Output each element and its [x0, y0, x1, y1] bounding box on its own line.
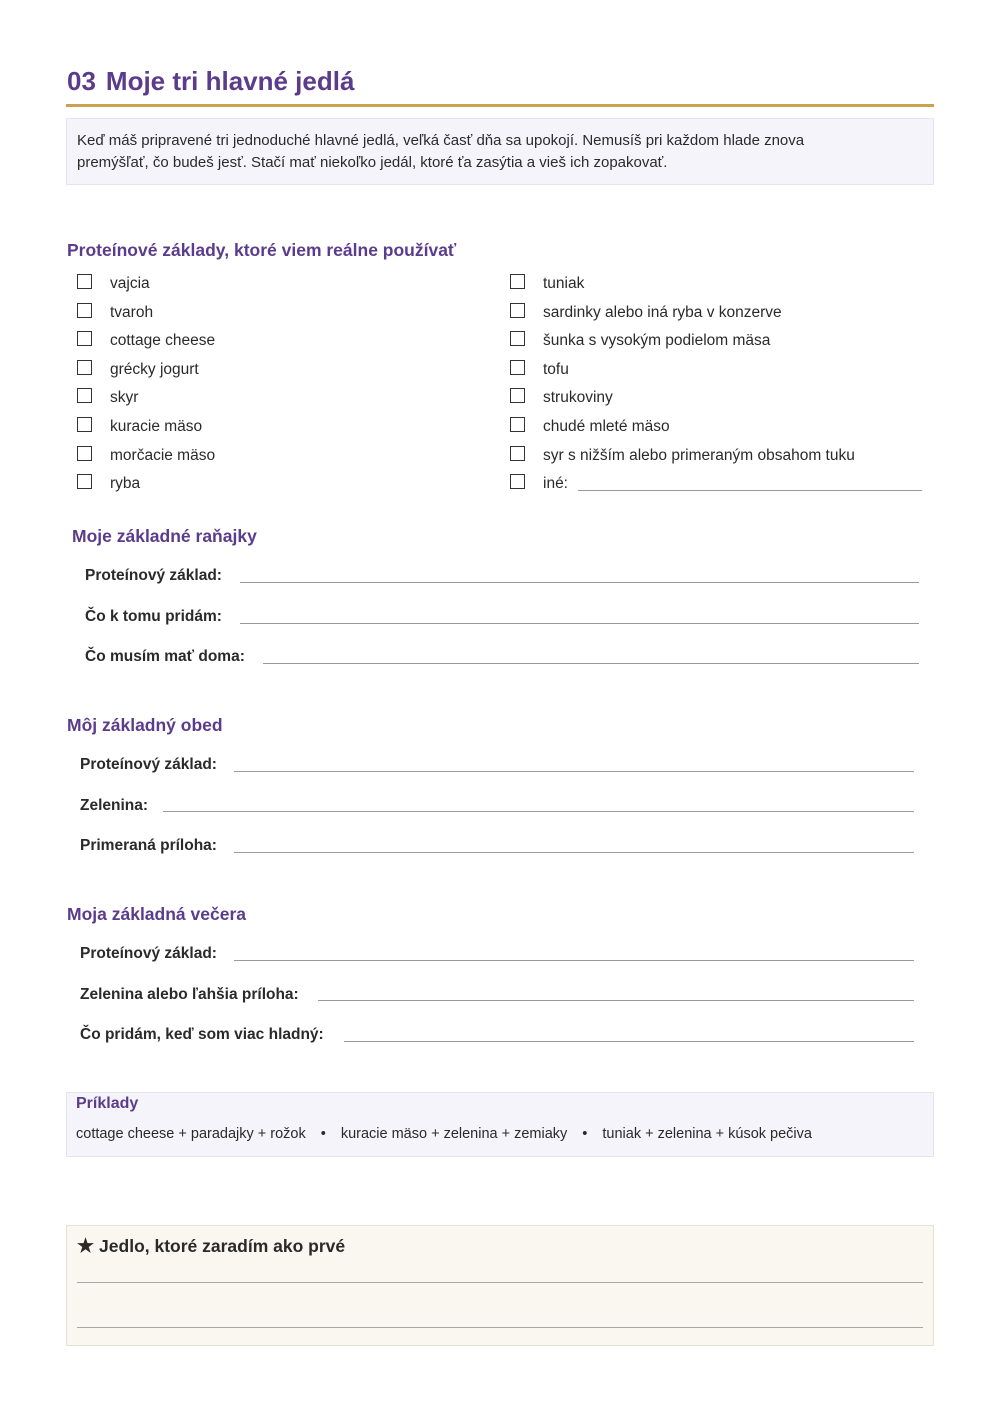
- section-title-text: Moje tri hlavné jedlá: [105, 66, 355, 96]
- checkbox[interactable]: [510, 303, 525, 318]
- checkbox[interactable]: [77, 360, 92, 375]
- examples-box: [66, 1092, 934, 1157]
- breakfast-protein-line[interactable]: [240, 582, 919, 583]
- protein-option-label: tuniak: [543, 275, 585, 292]
- lunch-side-line[interactable]: [234, 852, 914, 853]
- example-item: kuracie mäso + zelenina + zemiaky: [340, 1126, 568, 1142]
- first-meal-title: [77, 1235, 345, 1258]
- breakfast-protein-label: Proteínový základ:: [85, 567, 222, 584]
- examples-title: Príklady: [76, 1095, 139, 1112]
- checkbox[interactable]: [510, 417, 525, 432]
- checkbox[interactable]: [77, 417, 92, 432]
- dinner-vegetable-label: Zelenina alebo ľahšia príloha:: [80, 986, 299, 1003]
- checkbox[interactable]: [510, 388, 525, 403]
- other-protein-line[interactable]: [578, 490, 922, 491]
- dinner-title: Moja základná večera: [67, 904, 246, 924]
- protein-option-label: strukoviny: [543, 389, 613, 406]
- first-meal-line-1[interactable]: [77, 1282, 923, 1283]
- checkbox[interactable]: [510, 274, 525, 289]
- page-title: [67, 66, 354, 97]
- protein-option-label: tvaroh: [110, 304, 154, 321]
- checkbox[interactable]: [510, 331, 525, 346]
- breakfast-title: Moje základné raňajky: [72, 526, 257, 546]
- protein-option-label: iné:: [543, 475, 568, 492]
- proteins-title: Proteínové základy, ktoré viem reálne používať: [67, 240, 457, 260]
- first-meal-line-2[interactable]: [77, 1327, 923, 1328]
- protein-option-label: syr s nižším alebo primeraným obsahom tuku: [543, 447, 855, 464]
- dinner-vegetable-line[interactable]: [318, 1000, 914, 1001]
- checkbox[interactable]: [510, 446, 525, 461]
- intro-line-1: Keď máš pripravené tri jednoduché hlavné jedlá, veľká časť dňa sa upokojí. Nemusíš pri každom hlade znova: [77, 132, 805, 149]
- examples-row: [76, 1126, 812, 1142]
- protein-option-label: vajcia: [110, 275, 150, 292]
- checkbox[interactable]: [510, 360, 525, 375]
- dinner-protein-line[interactable]: [234, 960, 914, 961]
- intro-box: [66, 118, 934, 185]
- lunch-protein-line[interactable]: [234, 771, 914, 772]
- title-divider: [66, 104, 934, 107]
- protein-option-label: ryba: [110, 475, 141, 492]
- checkbox[interactable]: [77, 331, 92, 346]
- breakfast-addon-label: Čo k tomu pridám:: [85, 608, 222, 625]
- breakfast-addon-line[interactable]: [240, 623, 919, 624]
- bullet-separator: •: [320, 1126, 326, 1142]
- lunch-vegetable-label: Zelenina:: [80, 797, 149, 814]
- intro-line-2: premýšľať, čo budeš jesť. Stačí mať niekoľko jedál, ktoré ťa zasýtia a vieš ich zopakovať.: [77, 154, 668, 171]
- checkbox[interactable]: [77, 446, 92, 461]
- checkbox[interactable]: [77, 303, 92, 318]
- first-meal-box: [66, 1225, 934, 1346]
- section-number: 03: [67, 66, 96, 96]
- protein-option-label: šunka s vysokým podielom mäsa: [543, 332, 771, 349]
- lunch-protein-label: Proteínový základ:: [80, 756, 217, 773]
- protein-option-label: tofu: [543, 361, 569, 378]
- protein-option-label: chudé mleté mäso: [543, 418, 670, 435]
- dinner-protein-label: Proteínový základ:: [80, 945, 217, 962]
- breakfast-home-label: Čo musím mať doma:: [85, 648, 245, 665]
- first-meal-title-text: Jedlo, ktoré zaradím ako prvé: [99, 1236, 346, 1256]
- checkbox[interactable]: [77, 274, 92, 289]
- protein-option-label: skyr: [110, 389, 139, 406]
- star-icon: ★: [77, 1236, 95, 1257]
- protein-option-label: cottage cheese: [110, 332, 216, 349]
- protein-option-label: morčacie mäso: [110, 447, 216, 464]
- dinner-extra-label: Čo pridám, keď som viac hladný:: [80, 1026, 324, 1043]
- lunch-side-label: Primeraná príloha:: [80, 837, 217, 854]
- bullet-separator: •: [582, 1126, 588, 1142]
- protein-option-label: grécky jogurt: [110, 361, 199, 378]
- protein-option-label: kuracie mäso: [110, 418, 203, 435]
- example-item: tuniak + zelenina + kúsok pečiva: [602, 1126, 812, 1142]
- checkbox[interactable]: [510, 474, 525, 489]
- breakfast-home-line[interactable]: [263, 663, 919, 664]
- lunch-vegetable-line[interactable]: [163, 811, 914, 812]
- dinner-extra-line[interactable]: [344, 1041, 914, 1042]
- protein-option-label: sardinky alebo iná ryba v konzerve: [543, 304, 782, 321]
- lunch-title: Môj základný obed: [67, 715, 223, 735]
- example-item: cottage cheese + paradajky + rožok: [76, 1126, 306, 1142]
- checkbox[interactable]: [77, 388, 92, 403]
- checkbox[interactable]: [77, 474, 92, 489]
